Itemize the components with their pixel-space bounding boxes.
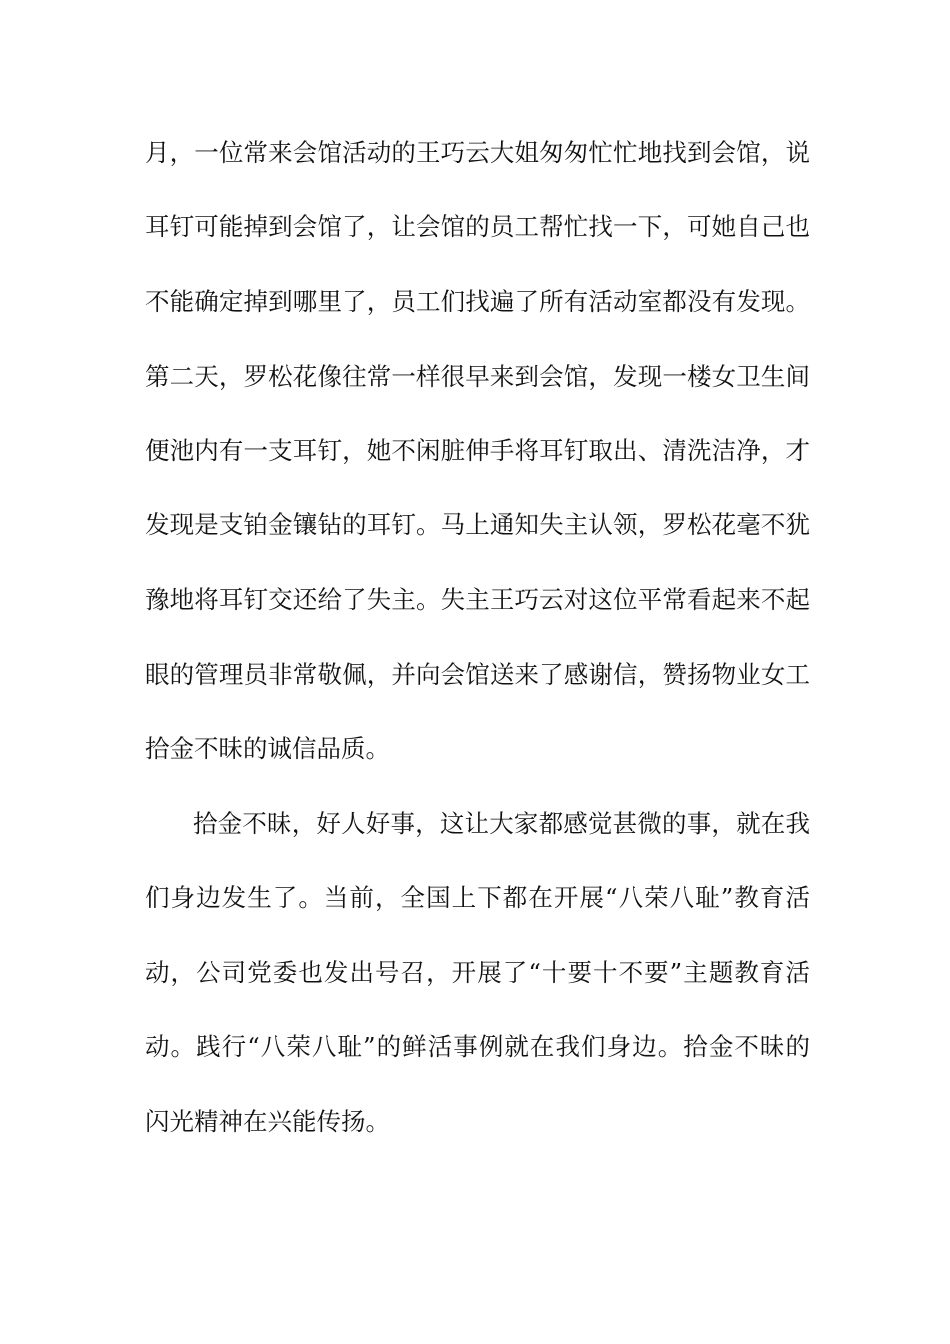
paragraph-line: 闪光精神在兴能传扬。 <box>145 1107 390 1136</box>
paragraph-line: 月，一位常来会馆活动的王巧云大姐匆匆忙忙地找到会馆，说 <box>145 138 810 167</box>
paragraph-line: 动，公司党委也发出号召，开展了“十要十不要”主题教育活 <box>145 958 810 987</box>
paragraph-line: 拾金不昧的诚信品质。 <box>145 734 390 763</box>
paragraph-line: 们身边发生了。当前，全国上下都在开展“八荣八耻”教育活 <box>145 883 810 912</box>
paragraph-line: 便池内有一支耳钉，她不闲脏伸手将耳钉取出、清洗洁净，才 <box>145 436 810 465</box>
paragraph-line: 动。践行“八荣八耻”的鲜活事例就在我们身边。拾金不昧的 <box>145 1032 810 1061</box>
paragraph-line: 拾金不昧，好人好事，这让大家都感觉甚微的事，就在我 <box>193 809 810 838</box>
paragraph-line: 耳钉可能掉到会馆了，让会馆的员工帮忙找一下，可她自己也 <box>145 212 810 241</box>
paragraph-line: 发现是支铂金镶钻的耳钉。马上通知失主认领，罗松花毫不犹 <box>145 510 810 539</box>
paragraph-line: 第二天，罗松花像往常一样很早来到会馆，发现一楼女卫生间 <box>145 362 810 391</box>
paragraph-line: 豫地将耳钉交还给了失主。失主王巧云对这位平常看起来不起 <box>145 585 810 614</box>
paragraph-line: 眼的管理员非常敬佩，并向会馆送来了感谢信，赞扬物业女工 <box>145 660 810 689</box>
paragraph-line: 不能确定掉到哪里了，员工们找遍了所有活动室都没有发现。 <box>145 287 810 316</box>
